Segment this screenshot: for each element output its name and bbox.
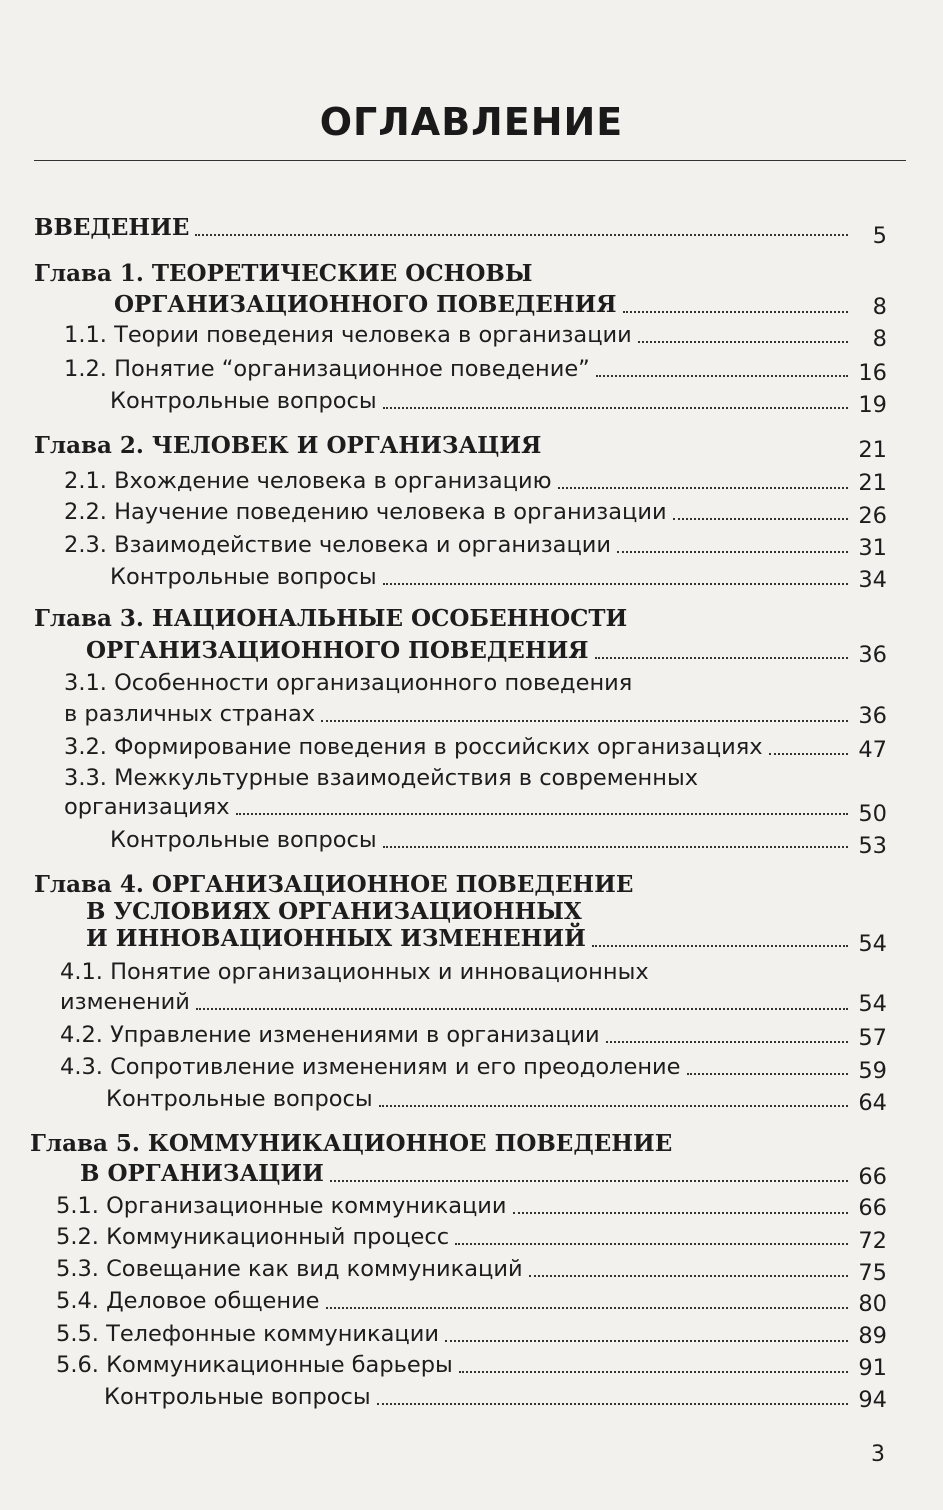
questions-1-page: 19 [858,392,887,418]
section-5-3-page: 75 [858,1260,887,1286]
chapter-4-page: 54 [858,931,887,957]
section-2-1-label: 2.1. Вхождение человека в организацию [64,468,552,494]
section-2-2-label: 2.2. Научение поведению человека в организации [64,499,667,525]
dot-leader [383,583,848,585]
page-title: ОГЛАВЛЕНИЕ [319,100,624,144]
toc-entry-5-2[interactable] [56,1220,854,1254]
dot-leader [617,551,848,553]
toc-entry-3-2[interactable] [64,730,854,764]
section-5-1-page: 66 [858,1195,887,1221]
intro-label: ВВЕДЕНИЕ [34,214,190,241]
section-2-3-label: 2.3. Взаимодействие человека и организации [64,532,612,558]
dot-leader [623,311,848,313]
chapter-1-title[interactable]: Глава 1. ТЕОРЕТИЧЕСКИЕ ОСНОВЫ [34,260,533,287]
section-5-4-page: 80 [858,1291,887,1317]
section-2-3-page: 31 [858,535,887,561]
chapter-3-title-cont: ОРГАНИЗАЦИОННОГО ПОВЕДЕНИЯ [86,637,589,664]
toc-entry-4-3[interactable] [60,1050,854,1084]
toc-entry-1-2[interactable] [64,352,854,386]
toc-entry-4-1[interactable] [60,985,854,1019]
dot-leader [383,407,848,409]
dot-leader [547,452,848,454]
section-4-2-page: 57 [858,1025,887,1051]
toc-entry-2-2[interactable] [64,495,854,529]
section-4-1-label-cont: изменений [60,989,190,1015]
section-5-1-label: 5.1. Организационные коммуникации [56,1193,507,1219]
title-rule [34,160,906,161]
section-5-2-label: 5.2. Коммуникационный процесс [56,1224,450,1250]
section-5-3-label: 5.3. Совещание как вид коммуникаций [56,1256,523,1282]
chapter-3-title[interactable]: Глава 3. НАЦИОНАЛЬНЫЕ ОСОБЕННОСТИ [34,605,628,632]
section-4-3-label: 4.3. Сопротивление изменениям и его преодоление [60,1054,681,1080]
chapter-4-title-cont-2: И ИННОВАЦИОННЫХ ИЗМЕНЕНИЙ [86,925,586,952]
dot-leader [379,1105,848,1107]
questions-2-page: 34 [858,567,887,593]
toc-entry-5-5[interactable] [56,1317,854,1351]
section-3-3-label-cont: организациях [64,794,230,820]
section-3-2-page: 47 [858,737,887,763]
questions-3-label: Контрольные вопросы [110,827,377,853]
toc-entry-5-6[interactable] [56,1348,854,1382]
toc-entry-chapter-2[interactable] [34,429,854,463]
questions-5-page: 94 [858,1387,887,1413]
chapter-4-title-cont[interactable]: В УСЛОВИЯХ ОРГАНИЗАЦИОННЫХ [86,898,582,925]
dot-leader [459,1371,848,1373]
section-2-2-page: 26 [858,503,887,529]
questions-1-label: Контрольные вопросы [110,388,377,414]
chapter-4-title[interactable]: Глава 4. ОРГАНИЗАЦИОННОЕ ПОВЕДЕНИЕ [34,871,634,898]
dot-leader [673,518,848,520]
dot-leader [606,1041,848,1043]
toc-entry-3-questions[interactable] [110,823,854,857]
chapter-5-title[interactable]: Глава 5. КОММУНИКАЦИОННОЕ ПОВЕДЕНИЕ [30,1130,673,1157]
section-3-1-label-cont: в различных странах [64,701,316,727]
toc-entry-5-questions[interactable] [104,1380,854,1414]
section-4-2-label: 4.2. Управление изменениями в организации [60,1022,600,1048]
chapter-2-page: 21 [858,437,887,463]
toc-entry-5-3[interactable] [56,1252,854,1286]
section-3-3-label[interactable]: 3.3. Межкультурные взаимодействия в современных [64,765,699,791]
section-5-5-page: 89 [858,1323,887,1349]
chapter-5-title-cont: В ОРГАНИЗАЦИИ [80,1160,324,1187]
section-5-5-label: 5.5. Телефонные коммуникации [56,1321,439,1347]
toc-entry-2-3[interactable] [64,528,854,562]
toc-entry-4-2[interactable] [60,1018,854,1052]
dot-leader [321,720,848,722]
questions-3-page: 53 [858,833,887,859]
toc-entry-intro[interactable] [34,211,854,245]
section-3-2-label: 3.2. Формирование поведения в российских организациях [64,734,763,760]
section-3-1-page: 36 [858,703,887,729]
dot-leader [769,753,848,755]
chapter-1-title-cont: ОРГАНИЗАЦИОННОГО ПОВЕДЕНИЯ [114,291,617,318]
dot-leader [638,341,848,343]
toc-entry-4-questions[interactable] [106,1082,854,1116]
toc-entry-5-4[interactable] [56,1284,854,1318]
dot-leader [196,1008,848,1010]
section-3-3-page: 50 [858,801,887,827]
section-1-2-label: 1.2. Понятие “организационное поведение” [64,356,590,382]
dot-leader [455,1243,848,1245]
section-4-1-page: 54 [858,991,887,1017]
dot-leader [330,1180,848,1182]
dot-leader [195,234,848,236]
section-4-1-label[interactable]: 4.1. Понятие организационных и инновационных [60,959,649,985]
intro-page: 5 [872,223,887,249]
dot-leader [377,1403,848,1405]
dot-leader [558,487,848,489]
dot-leader [592,945,848,947]
questions-4-page: 64 [858,1090,887,1116]
dot-leader [596,375,848,377]
page-number: 3 [871,1442,885,1467]
toc-entry-chapter-1[interactable] [114,288,854,322]
questions-2-label: Контрольные вопросы [110,564,377,590]
section-5-4-label: 5.4. Деловое общение [56,1288,320,1314]
toc-entry-chapter-5[interactable] [80,1157,854,1191]
section-4-3-page: 59 [858,1058,887,1084]
toc-entry-2-questions[interactable] [110,560,854,594]
toc-entry-1-1[interactable] [64,318,854,352]
dot-leader [595,657,848,659]
section-1-2-page: 16 [858,360,887,386]
section-5-2-page: 72 [858,1228,887,1254]
dot-leader [687,1073,849,1075]
toc-entry-chapter-4[interactable] [86,922,854,956]
dot-leader [236,813,848,815]
toc-entry-2-1[interactable] [64,464,854,498]
chapter-3-page: 36 [858,642,887,668]
dot-leader [326,1307,848,1309]
section-2-1-page: 21 [858,470,887,496]
chapter-2-title: Глава 2. ЧЕЛОВЕК И ОРГАНИЗАЦИЯ [34,432,542,459]
section-5-6-page: 91 [858,1355,887,1381]
chapter-1-page: 8 [872,294,887,320]
toc-entry-5-1[interactable] [56,1189,854,1223]
dot-leader [383,846,848,848]
dot-leader [529,1275,848,1277]
section-1-1-label: 1.1. Теории поведения человека в организации [64,322,632,348]
toc-entry-3-1[interactable] [64,697,854,731]
section-3-1-label[interactable]: 3.1. Особенности организационного поведения [64,670,633,696]
toc-entry-3-3[interactable] [64,790,854,824]
section-5-6-label: 5.6. Коммуникационные барьеры [56,1352,453,1378]
section-1-1-page: 8 [872,326,887,352]
toc-entry-1-questions[interactable] [110,384,854,418]
questions-5-label: Контрольные вопросы [104,1384,371,1410]
chapter-5-page: 66 [858,1164,887,1190]
toc-entry-chapter-3[interactable] [86,634,854,668]
dot-leader [513,1212,848,1214]
dot-leader [445,1340,848,1342]
questions-4-label: Контрольные вопросы [106,1086,373,1112]
